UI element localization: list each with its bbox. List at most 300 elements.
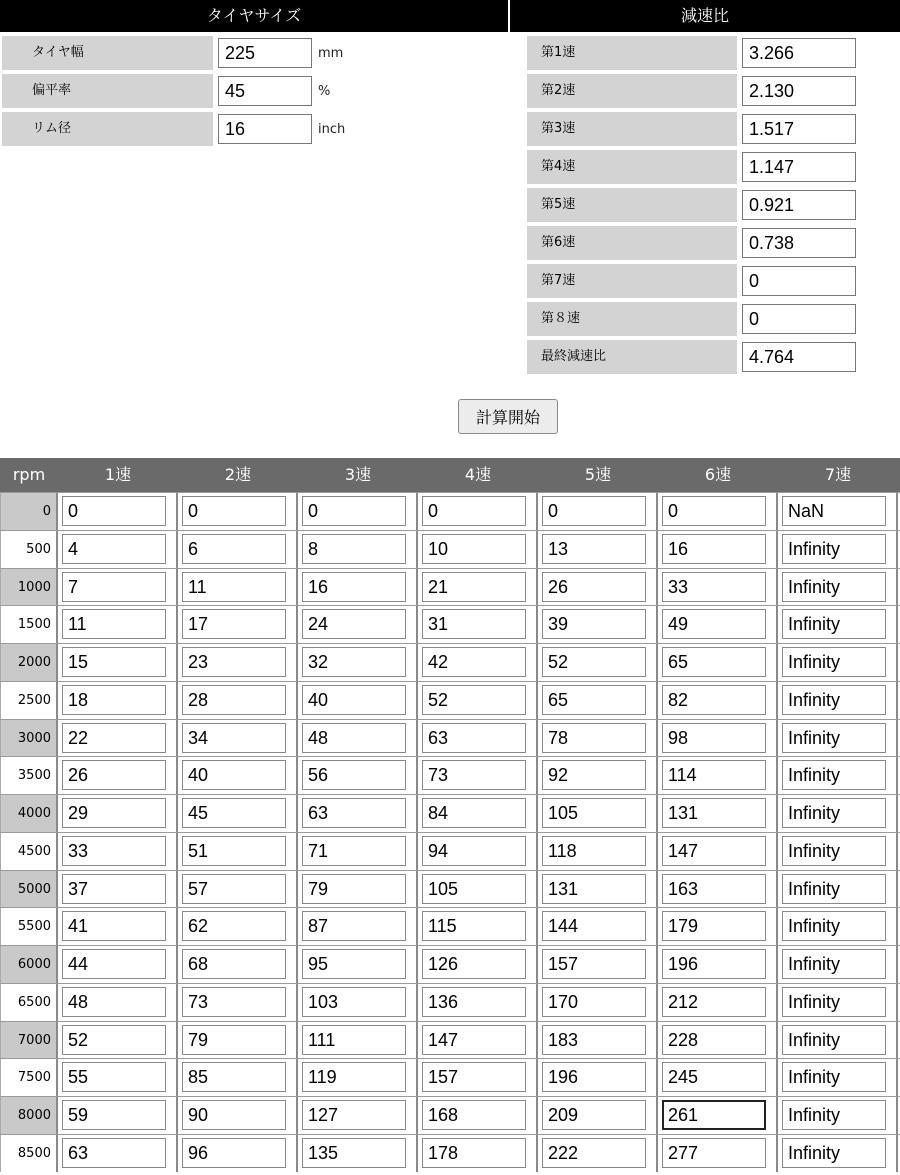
speed-cell (778, 531, 898, 568)
speed-input[interactable]: 10 (422, 534, 526, 564)
speed-input[interactable]: Infinity (782, 685, 886, 715)
speed-cell (778, 795, 898, 832)
speed-input[interactable]: Infinity (782, 836, 886, 866)
speed-input[interactable]: 114 (662, 760, 766, 790)
speed-cell (538, 795, 658, 832)
speed-input[interactable]: 33 (62, 836, 166, 866)
speed-cell (418, 644, 538, 681)
table-row (0, 681, 900, 719)
speed-cell (418, 531, 538, 568)
speed-cell (178, 682, 298, 719)
rpm-cell: 5000 (0, 871, 58, 908)
speed-input[interactable]: Infinity (782, 798, 886, 828)
speed-cell (418, 1059, 538, 1096)
calculate-button[interactable]: 計算開始 (458, 399, 558, 434)
speed-cell (58, 1022, 178, 1059)
speed-input[interactable]: 105 (542, 798, 646, 828)
speed-input[interactable]: Infinity (782, 1100, 886, 1130)
speed-input[interactable]: Infinity (782, 723, 886, 753)
speed-cell (58, 682, 178, 719)
speed-input[interactable]: Infinity (782, 609, 886, 639)
speed-cell (178, 1135, 298, 1172)
gear-ratio-header: 減速比 (510, 0, 900, 32)
speed-cell (298, 569, 418, 606)
rim-diameter-input[interactable]: 16 (218, 114, 312, 144)
speed-cell (178, 569, 298, 606)
tire-width-label: タイヤ幅 (2, 36, 213, 70)
speed-input[interactable]: 21 (422, 572, 526, 602)
speed-cell (298, 682, 418, 719)
table-row (0, 983, 900, 1021)
speed-input[interactable]: 16 (302, 572, 406, 602)
gear-8-label: 第８速 (527, 302, 737, 336)
speed-cell (658, 644, 778, 681)
speed-input[interactable]: 79 (302, 874, 406, 904)
header-gear-5: 5速 (584, 465, 612, 484)
aspect-ratio-label: 偏平率 (2, 74, 213, 108)
gear-2-label: 第2速 (527, 74, 737, 108)
speed-input[interactable]: 147 (422, 1025, 526, 1055)
tire-size-header: タイヤサイズ (0, 0, 508, 32)
speed-input[interactable]: 0 (62, 496, 166, 526)
speed-cell (778, 682, 898, 719)
rpm-cell: 1500 (0, 606, 58, 643)
speed-cell (178, 1059, 298, 1096)
speed-cell (178, 1097, 298, 1134)
header-gear-7: 7速 (824, 465, 852, 484)
gear-7-label: 第7速 (527, 264, 737, 298)
speed-input[interactable]: 15 (62, 647, 166, 677)
speed-input[interactable]: 96 (182, 1138, 286, 1168)
speed-input[interactable]: 73 (182, 987, 286, 1017)
speed-cell (178, 720, 298, 757)
speed-input[interactable]: 196 (542, 1062, 646, 1092)
speed-cell (658, 531, 778, 568)
speed-cell (658, 833, 778, 870)
speed-cell (298, 1059, 418, 1096)
speed-input[interactable]: 131 (542, 874, 646, 904)
table-row (0, 719, 900, 757)
speed-input[interactable]: 98 (662, 723, 766, 753)
speed-input[interactable]: 0 (662, 496, 766, 526)
speed-input[interactable]: Infinity (782, 1025, 886, 1055)
speed-input[interactable]: 71 (302, 836, 406, 866)
final-drive-input[interactable]: 4.764 (742, 342, 856, 372)
speed-cell (658, 1059, 778, 1096)
speed-cell (58, 1135, 178, 1172)
speed-input[interactable]: 63 (302, 798, 406, 828)
speed-input[interactable]: 0 (422, 496, 526, 526)
speed-cell (538, 984, 658, 1021)
speed-input[interactable]: Infinity (782, 572, 886, 602)
speed-input[interactable]: 48 (302, 723, 406, 753)
speed-input[interactable]: 57 (182, 874, 286, 904)
speed-input[interactable]: 90 (182, 1100, 286, 1130)
gear-3-input[interactable]: 1.517 (742, 114, 856, 144)
speed-cell (418, 682, 538, 719)
speed-input[interactable]: 196 (662, 949, 766, 979)
speed-cell (298, 720, 418, 757)
speed-input[interactable]: Infinity (782, 534, 886, 564)
speed-input[interactable]: 157 (542, 949, 646, 979)
table-row (0, 945, 900, 983)
speed-input[interactable]: 0 (182, 496, 286, 526)
speed-input[interactable]: 8 (302, 534, 406, 564)
speed-cell (778, 757, 898, 794)
speed-input[interactable]: 7 (62, 572, 166, 602)
rim-diameter-label: リム径 (2, 112, 213, 146)
rpm-cell: 0 (0, 493, 58, 530)
speed-cell (778, 1097, 898, 1134)
speed-input[interactable]: 118 (542, 836, 646, 866)
speed-cell (778, 833, 898, 870)
speed-cell (418, 871, 538, 908)
table-row (0, 870, 900, 908)
speed-cell (418, 720, 538, 757)
speed-cell (298, 795, 418, 832)
rpm-cell: 6500 (0, 984, 58, 1021)
gear-5-label: 第5速 (527, 188, 737, 222)
speed-input[interactable]: 62 (182, 911, 286, 941)
speed-cell (658, 1022, 778, 1059)
speed-input[interactable]: 277 (662, 1138, 766, 1168)
rim-diameter-row (0, 112, 508, 146)
speed-cell (58, 1097, 178, 1134)
rpm-cell: 6000 (0, 946, 58, 983)
speed-cell (658, 984, 778, 1021)
header-gear-2: 2速 (224, 465, 252, 484)
speed-cell (418, 795, 538, 832)
speed-input[interactable]: 119 (302, 1062, 406, 1092)
speed-input[interactable]: 84 (422, 798, 526, 828)
speed-cell (178, 871, 298, 908)
speed-cell (298, 984, 418, 1021)
speed-cell (58, 946, 178, 983)
table-row (0, 492, 900, 530)
gear-7-input[interactable]: 0 (742, 266, 856, 296)
speed-input[interactable]: 103 (302, 987, 406, 1017)
speed-input[interactable]: 82 (662, 685, 766, 715)
speed-input[interactable]: 39 (542, 609, 646, 639)
rpm-cell: 2500 (0, 682, 58, 719)
speed-cell (418, 833, 538, 870)
speed-cell (538, 1135, 658, 1172)
speed-input[interactable]: 26 (542, 572, 646, 602)
rpm-cell: 1000 (0, 569, 58, 606)
speed-input[interactable]: 44 (62, 949, 166, 979)
speed-input[interactable]: 65 (662, 647, 766, 677)
speed-input[interactable]: 17 (182, 609, 286, 639)
speed-input[interactable]: 135 (302, 1138, 406, 1168)
speed-cell (538, 493, 658, 530)
gear-1-input[interactable]: 3.266 (742, 38, 856, 68)
speed-input[interactable]: 13 (542, 534, 646, 564)
speed-input[interactable]: 136 (422, 987, 526, 1017)
speed-input[interactable]: Infinity (782, 647, 886, 677)
speed-cell (658, 1097, 778, 1134)
rpm-cell: 3500 (0, 757, 58, 794)
speed-cell (538, 644, 658, 681)
table-row (0, 1096, 900, 1134)
speed-cell (58, 606, 178, 643)
speed-input[interactable]: NaN (782, 496, 886, 526)
speed-cell (778, 908, 898, 945)
speed-input[interactable]: 56 (302, 760, 406, 790)
speed-input[interactable]: 33 (662, 572, 766, 602)
speed-cell (178, 493, 298, 530)
speed-input[interactable]: 48 (62, 987, 166, 1017)
speed-input[interactable]: 85 (182, 1062, 286, 1092)
speed-input[interactable]: Infinity (782, 1138, 886, 1168)
speed-input[interactable]: 28 (182, 685, 286, 715)
final-drive-label: 最終減速比 (527, 340, 737, 374)
header-gear-3: 3速 (344, 465, 372, 484)
speed-input[interactable]: 95 (302, 949, 406, 979)
gear-2-input[interactable]: 2.130 (742, 76, 856, 106)
speed-cell (418, 946, 538, 983)
speed-cell (778, 569, 898, 606)
speed-cell (58, 795, 178, 832)
speed-cell (178, 908, 298, 945)
speed-cell (538, 871, 658, 908)
speed-cell (58, 720, 178, 757)
rpm-cell: 5500 (0, 908, 58, 945)
rpm-cell: 7500 (0, 1059, 58, 1096)
speed-input[interactable]: 42 (422, 647, 526, 677)
speed-input[interactable]: 18 (62, 685, 166, 715)
gear-8-input[interactable]: 0 (742, 304, 856, 334)
table-row (0, 530, 900, 568)
speed-cell (538, 569, 658, 606)
speed-cell (178, 946, 298, 983)
gear-6-input[interactable]: 0.738 (742, 228, 856, 258)
speed-input[interactable]: 24 (302, 609, 406, 639)
speed-input[interactable]: 178 (422, 1138, 526, 1168)
speed-input[interactable]: 16 (662, 534, 766, 564)
speed-cell (418, 1097, 538, 1134)
speed-cell (178, 1022, 298, 1059)
speed-input[interactable]: 170 (542, 987, 646, 1017)
speed-input[interactable]: 144 (542, 911, 646, 941)
speed-input[interactable]: 115 (422, 911, 526, 941)
speed-input[interactable]: Infinity (782, 987, 886, 1017)
speed-input[interactable]: 0 (542, 496, 646, 526)
speed-input[interactable]: 11 (62, 609, 166, 639)
speed-input[interactable]: 222 (542, 1138, 646, 1168)
speed-input[interactable]: 183 (542, 1025, 646, 1055)
table-row (0, 1134, 900, 1172)
rpm-cell: 2000 (0, 644, 58, 681)
speed-cell (538, 531, 658, 568)
speed-input[interactable]: 41 (62, 911, 166, 941)
speed-cell (178, 984, 298, 1021)
speed-input[interactable]: 37 (62, 874, 166, 904)
speed-cell (538, 1059, 658, 1096)
speed-input[interactable]: 40 (302, 685, 406, 715)
gear-5-input[interactable]: 0.921 (742, 190, 856, 220)
speed-input[interactable]: 23 (182, 647, 286, 677)
speed-cell (58, 833, 178, 870)
speed-input[interactable]: 179 (662, 911, 766, 941)
speed-input[interactable]: 59 (62, 1100, 166, 1130)
speed-cell (538, 946, 658, 983)
speed-cell (418, 606, 538, 643)
speed-input[interactable]: Infinity (782, 1062, 886, 1092)
speed-input[interactable]: 32 (302, 647, 406, 677)
speed-cell (178, 795, 298, 832)
speed-cell (298, 1022, 418, 1059)
speed-cell (58, 757, 178, 794)
speed-input[interactable]: 127 (302, 1100, 406, 1130)
speed-table (0, 458, 900, 1172)
speed-cell (58, 531, 178, 568)
speed-input[interactable]: 52 (542, 647, 646, 677)
speed-input[interactable]: 63 (62, 1138, 166, 1168)
speed-input[interactable]: 11 (182, 572, 286, 602)
speed-input[interactable]: 6 (182, 534, 286, 564)
speed-input[interactable]: 73 (422, 760, 526, 790)
speed-input[interactable]: 51 (182, 836, 286, 866)
speed-input[interactable]: Infinity (782, 949, 886, 979)
speed-input[interactable]: 68 (182, 949, 286, 979)
speed-cell (178, 644, 298, 681)
speed-cell (658, 493, 778, 530)
table-row (0, 756, 900, 794)
speed-input[interactable]: 94 (422, 836, 526, 866)
speed-cell (778, 1022, 898, 1059)
speed-cell (778, 984, 898, 1021)
speed-input[interactable]: 4 (62, 534, 166, 564)
speed-cell (298, 946, 418, 983)
rpm-cell: 3000 (0, 720, 58, 757)
speed-input[interactable]: 55 (62, 1062, 166, 1092)
table-row (0, 605, 900, 643)
speed-input[interactable]: 212 (662, 987, 766, 1017)
table-row (0, 832, 900, 870)
speed-cell (778, 1135, 898, 1172)
speed-cell (778, 946, 898, 983)
speed-cell (418, 984, 538, 1021)
speed-cell (58, 644, 178, 681)
speed-cell (418, 1135, 538, 1172)
rpm-cell: 8000 (0, 1097, 58, 1134)
speed-input[interactable]: 22 (62, 723, 166, 753)
speed-cell (298, 1135, 418, 1172)
speed-input[interactable]: 65 (542, 685, 646, 715)
speed-cell (778, 1059, 898, 1096)
aspect-ratio-row (0, 74, 508, 108)
speed-cell (58, 908, 178, 945)
speed-cell (418, 569, 538, 606)
speed-cell (418, 908, 538, 945)
speed-cell (58, 569, 178, 606)
speed-input[interactable]: 0 (302, 496, 406, 526)
speed-input[interactable]: 52 (422, 685, 526, 715)
speed-cell (298, 644, 418, 681)
speed-input[interactable]: 63 (422, 723, 526, 753)
speed-input[interactable]: 49 (662, 609, 766, 639)
speed-cell (58, 1059, 178, 1096)
speed-input[interactable]: 131 (662, 798, 766, 828)
speed-input[interactable]: Infinity (782, 760, 886, 790)
speed-input[interactable]: 40 (182, 760, 286, 790)
speed-cell (178, 757, 298, 794)
speed-cell (538, 757, 658, 794)
speed-cell (778, 606, 898, 643)
table-row (0, 568, 900, 606)
speed-input[interactable]: 52 (62, 1025, 166, 1055)
speed-input[interactable]: 29 (62, 798, 166, 828)
speed-input[interactable]: 209 (542, 1100, 646, 1130)
speed-input[interactable]: 245 (662, 1062, 766, 1092)
header-gear-4: 4速 (464, 465, 492, 484)
speed-input[interactable]: 26 (62, 760, 166, 790)
speed-cell (538, 833, 658, 870)
speed-input[interactable]: 79 (182, 1025, 286, 1055)
speed-cell (538, 720, 658, 757)
header-gear-6: 6速 (704, 465, 732, 484)
speed-cell (658, 720, 778, 757)
speed-input[interactable]: 31 (422, 609, 526, 639)
speed-cell (658, 871, 778, 908)
header-gear-1: 1速 (104, 465, 132, 484)
speed-input[interactable]: 92 (542, 760, 646, 790)
speed-cell (178, 606, 298, 643)
speed-cell (178, 531, 298, 568)
speed-cell (778, 871, 898, 908)
speed-cell (58, 871, 178, 908)
speed-input[interactable]: 163 (662, 874, 766, 904)
speed-input[interactable]: 261 (662, 1100, 766, 1130)
gear-6-label: 第6速 (527, 226, 737, 260)
speed-input[interactable]: 147 (662, 836, 766, 866)
speed-input[interactable]: 45 (182, 798, 286, 828)
speed-cell (298, 871, 418, 908)
speed-input[interactable]: 126 (422, 949, 526, 979)
aspect-ratio-input[interactable]: 45 (218, 76, 312, 106)
speed-input[interactable]: 168 (422, 1100, 526, 1130)
speed-cell (58, 984, 178, 1021)
speed-cell (658, 682, 778, 719)
speed-cell (778, 644, 898, 681)
tire-width-unit: mm (318, 46, 344, 61)
speed-cell (178, 833, 298, 870)
speed-input[interactable]: 228 (662, 1025, 766, 1055)
speed-input[interactable]: 157 (422, 1062, 526, 1092)
speed-cell (658, 569, 778, 606)
gear-3-label: 第3速 (527, 112, 737, 146)
speed-input[interactable]: 78 (542, 723, 646, 753)
speed-cell (658, 757, 778, 794)
speed-input[interactable]: Infinity (782, 911, 886, 941)
speed-input[interactable]: 111 (302, 1025, 406, 1055)
speed-input[interactable]: 34 (182, 723, 286, 753)
speed-cell (298, 757, 418, 794)
speed-cell (658, 908, 778, 945)
speed-cell (538, 1097, 658, 1134)
speed-cell (298, 908, 418, 945)
tire-width-input[interactable]: 225 (218, 38, 312, 68)
speed-input[interactable]: Infinity (782, 874, 886, 904)
speed-cell (658, 606, 778, 643)
speed-input[interactable]: 105 (422, 874, 526, 904)
table-body (0, 492, 900, 1172)
speed-input[interactable]: 87 (302, 911, 406, 941)
rpm-cell: 500 (0, 531, 58, 568)
rpm-cell: 7000 (0, 1022, 58, 1059)
gear-4-input[interactable]: 1.147 (742, 152, 856, 182)
speed-cell (778, 720, 898, 757)
